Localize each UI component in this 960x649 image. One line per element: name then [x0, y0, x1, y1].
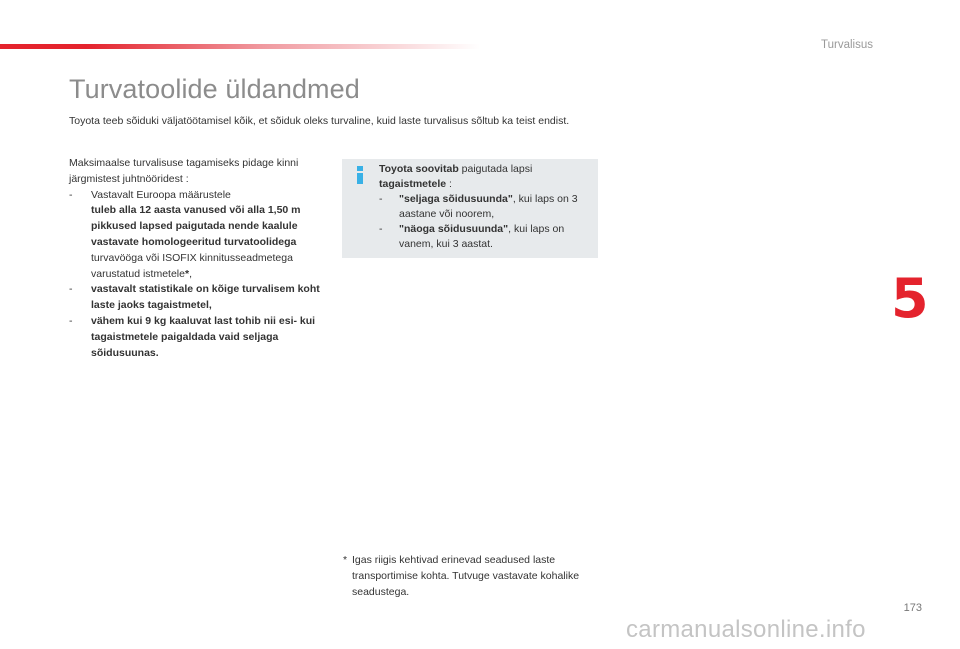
bullet-dash: - — [379, 193, 383, 205]
guideline-bold-text: vähem kui 9 kg kaaluvat last tohib nii esi- kui tagaistmetele paigaldada vaid seljaga sõidusuunas. — [91, 314, 316, 359]
guideline-item — [69, 282, 331, 314]
guidelines-column — [69, 156, 331, 361]
footnote-text: Igas riigis kehtivad erinevad seadused laste transportimise kohta. Tutvuge vastavate kohalike seadustega. — [352, 554, 580, 598]
chapter-number: 5 — [891, 267, 929, 330]
guideline-text: turvavööga või ISOFIX kinnitusseadmetega varustatud istmetele — [91, 251, 293, 280]
section-label: Turvalisus — [821, 39, 873, 51]
page-number: 173 — [903, 602, 922, 614]
info-box — [342, 159, 598, 258]
guideline-item — [69, 314, 331, 361]
info-item: - "seljaga sõidusuunda", kui laps on 3 aastane või noorem, — [379, 193, 578, 220]
info-item: - "näoga sõidusuunda", kui laps on vanem, kui 3 aastat. — [379, 223, 565, 250]
footnote — [343, 552, 603, 600]
header-accent-bar — [0, 44, 480, 49]
bullet-dash: - — [69, 188, 73, 201]
footnote-marker: * — [184, 267, 190, 280]
guideline-bold-text: vastavalt statistikale on kõige turvalisem koht laste jaoks tagaistmetel, — [91, 283, 320, 312]
info-icon — [353, 166, 367, 183]
bullet-dash: - — [69, 314, 73, 327]
footnote-marker: * — [343, 554, 348, 566]
bullet-dash: - — [69, 283, 73, 296]
watermark: carmanualsonline.info — [626, 616, 866, 643]
guidelines-lead: Maksimaalse turvalisuse tagamiseks pidage kinni järgmistest juhtnööridest : — [69, 157, 299, 185]
info-lead: Toyota soovitab paigutada lapsi tagaistmetele : — [379, 163, 533, 190]
bullet-dash: - — [379, 223, 383, 235]
guideline-item: - Vastavalt Euroopa määrustele tuleb alla 12 aasta vanused või alla 1,50 m pikkused lapsed paigutada nende kaalule vastavate homologeeritud turvatoolidega turvavööga või ISOFIX kinnitusseadmetega varustatud istmetele*, — [69, 188, 331, 283]
page-title: Turvatoolide üldandmed — [69, 74, 360, 104]
guideline-bold-text: tuleb alla 12 aasta vanused või alla 1,50 m pikkused lapsed paigutada nende kaalule vastavate homologeeritud turvatoolidega — [91, 204, 301, 248]
intro-paragraph: Toyota teeb sõiduki väljatöötamisel kõik, et sõiduk oleks turvaline, kuid laste turvalisus sõltub ka teist endist. — [69, 115, 570, 127]
guideline-text: Vastavalt Euroopa määrustele — [91, 188, 231, 201]
